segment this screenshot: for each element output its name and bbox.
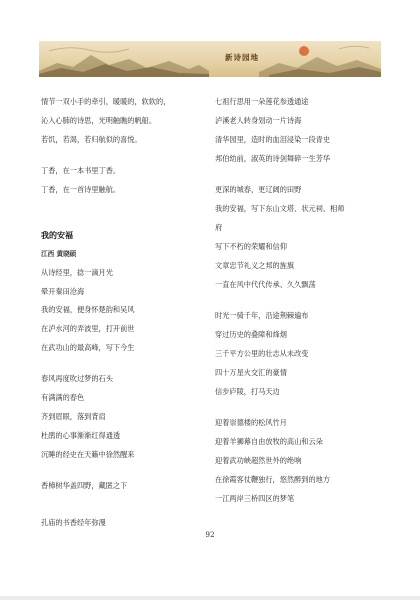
right-text-line: 四十万星火交汇的豪情 [215,368,287,377]
left-text-line: 从诗经里，捻一滴月光 [41,268,113,277]
right-text-line: 迎着崇德楼的松风竹月 [215,418,287,427]
left-text-line: 在泸水河的弄波里，打开前世 [41,324,135,333]
page-number: 92 [205,530,215,539]
left-text-line: 晕开秦田沧海 [41,287,85,296]
right-text-line: 清华园里，造时的血泪浸染一段青史 [215,135,331,144]
left-text-line: 情节一双小手的牵引，暖暖的，软软的， [41,97,171,106]
footer-rule [0,596,420,600]
right-text-line: 时光一骑千年，沿途荆棘遍布 [215,311,309,320]
left-text-line: 在武功山的最高峰，写下今生 [41,343,135,352]
right-text-line: 一江两岸三桥四区的梦笔 [215,494,295,503]
right-text-line: 信步庐陵，打马天边 [215,387,280,396]
right-text-line: 在徐霞客仗鞭独行，悠然醉到的地方 [215,475,331,484]
right-text-line: 文章忠节礼义之邦的旌旗 [215,261,295,270]
right-text-line: 写下不朽的荣耀和信仰 [215,242,287,251]
left-text-line: 杜鹃的心事渐渐红得通透 [41,431,121,440]
left-text-line: 香樟树华盖四野，藏匿之下 [41,481,128,490]
right-text-line: 一直在风中代代传承、久久飘荡 [215,280,316,289]
section-banner [39,41,381,77]
left-text-line: 有满满的春色 [41,393,85,402]
left-text-line: 孔庙的书香经年弥漫 [41,518,106,527]
right-text-line: 更深的城春，更辽阔的田野 [215,185,302,194]
left-poem-author: 江西 黄晓硕 [41,250,77,258]
right-text-line: 府 [215,223,223,232]
left-text-line: 丁香，在一本书里丁香。 [41,166,121,175]
left-text-line: 沉睡的经史在天籁中徐然醒来 [41,450,135,459]
right-text-line: 七祖行思用一朵莲花参透通途 [215,97,309,106]
right-text-line: 三千平方公里的壮志从未改变 [215,349,309,358]
left-poem-title: 我的安福 [41,230,73,240]
right-text-line: 我的安福，写下东山文塔、状元祠、相师 [215,204,345,213]
right-text-line: 迎着羊狮幕自由放牧的高山和云朵 [215,437,323,446]
left-text-line: 丁香，在一首诗里触航。 [41,185,121,194]
left-text-line: 我的安福，便身怀楚韵和吴风 [41,305,135,314]
right-text-line: 泸溪老人转身划动一片诗海 [215,116,302,125]
left-text-line: 若饥，若渴，若归航似的喜悦。 [41,135,142,144]
left-text-line: 春风再度吹过梦的石头 [41,374,113,383]
mountain-landscape-illustration [39,41,381,77]
right-text-line: 迎着武功峡超然世外的绝响 [215,456,302,465]
right-text-line: 邦伯幼前，淑英的诗剑舞碎一生芳华 [215,154,331,163]
left-text-line: 齐到眉眼，落到背肩 [41,412,106,421]
left-text-line: 沁入心肺的诗思，光明触瞧的帆船。 [41,116,157,125]
right-text-line: 穿过历史的叠障和烽烟 [215,330,287,339]
banner-title: 新诗园地 [225,53,259,62]
